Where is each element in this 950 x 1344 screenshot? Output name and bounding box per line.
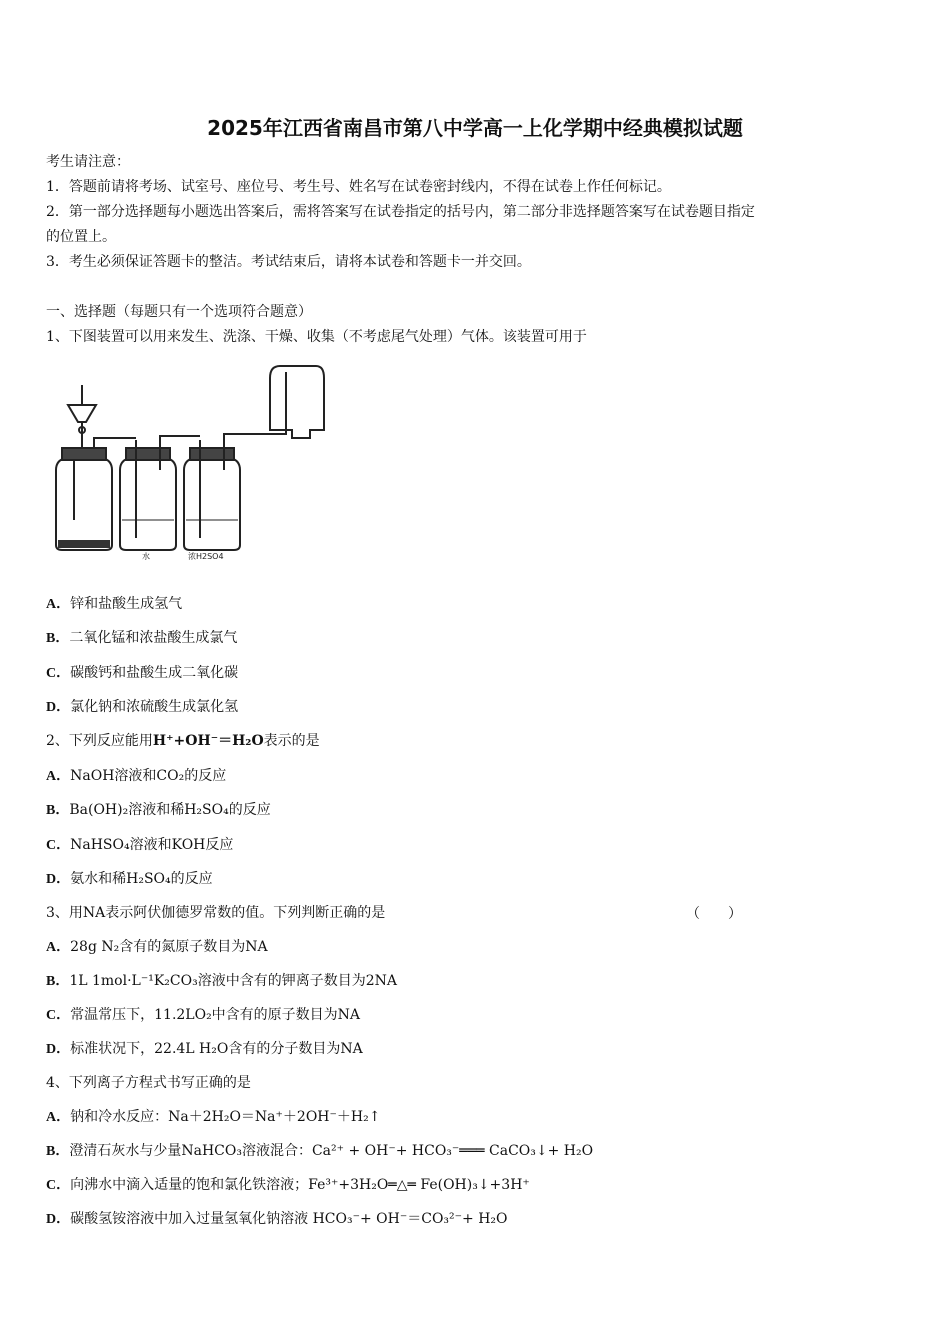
option-letter: C． <box>46 1008 71 1023</box>
q1-option-a <box>46 594 182 615</box>
q1-option-b <box>46 628 237 649</box>
q4-option-b <box>46 1141 593 1162</box>
option-letter: D． <box>46 872 71 887</box>
option-letter: B． <box>46 803 70 818</box>
answer-paren: （ ） <box>686 906 742 922</box>
option-text: 1L 1mol·L⁻¹K₂CO₃溶液中含有的钾离子数目为2NA <box>69 973 397 989</box>
q2-option-a <box>46 766 226 787</box>
notice-item-3: 3．考生必须保证答题卡的整洁。考试结束后，请将本试卷和答题卡一并交回。 <box>46 254 531 270</box>
option-text: 钠和冷水反应：Na＋2H₂O＝Na⁺＋2OH⁻＋H₂↑ <box>70 1109 381 1125</box>
option-text: NaOH溶液和CO₂的反应 <box>70 768 227 784</box>
q4-option-c <box>46 1175 530 1196</box>
option-text: 28g N₂含有的氮原子数目为NA <box>70 939 268 955</box>
notice-item-1: 1．答题前请将考场、试室号、座位号、考生号、姓名写在试卷密封线内，不得在试卷上作任何标记。 <box>46 179 671 195</box>
section-heading: 一、选择题（每题只有一个选项符合题意） <box>46 304 312 320</box>
option-letter: C． <box>46 838 71 853</box>
option-letter: C． <box>46 666 71 681</box>
option-text: 向沸水中滴入适量的饱和氯化铁溶液；Fe³⁺+3H₂O═△═ Fe(OH)₃↓+3H⁺ <box>70 1177 530 1193</box>
option-text: 锌和盐酸生成氢气 <box>70 596 183 612</box>
option-letter: C． <box>46 1178 71 1193</box>
q2-equation: H⁺+OH⁻＝H₂O <box>152 733 264 749</box>
q2-stem-post: 表示的是 <box>263 733 320 749</box>
option-letter: D． <box>46 700 71 715</box>
q4-option-a <box>46 1107 380 1128</box>
q3-option-a <box>46 937 268 958</box>
option-letter: A． <box>46 597 71 612</box>
option-text: NaHSO₄溶液和KOH反应 <box>70 837 234 853</box>
q4-stem: 4、下列离子方程式书写正确的是 <box>46 1075 251 1091</box>
option-letter: A． <box>46 769 71 784</box>
q3-option-b <box>46 971 397 992</box>
option-letter: D． <box>46 1212 71 1227</box>
q2-option-d <box>46 869 213 890</box>
option-letter: D． <box>46 1042 71 1057</box>
option-text: 标准状况下，22.4L H₂O含有的分子数目为NA <box>70 1041 363 1057</box>
figure-label-acid: 浓H2SO4 <box>188 552 224 560</box>
page-title: 2025年江西省南昌市第八中学高一上化学期中经典模拟试题 <box>207 116 743 140</box>
option-letter: A． <box>46 940 71 955</box>
option-letter: B． <box>46 1144 70 1159</box>
figure-label-water: 水 <box>142 552 150 560</box>
q2-stem-pre: 2、下列反应能用 <box>46 733 153 749</box>
option-letter: B． <box>46 631 70 646</box>
q1-stem: 1、下图装置可以用来发生、洗涤、干燥、收集（不考虑尾气处理）气体。该装置可用于 <box>46 329 587 345</box>
option-text: 二氧化锰和浓盐酸生成氯气 <box>69 630 238 646</box>
notice-heading: 考生请注意： <box>46 154 130 170</box>
q2-option-b <box>46 800 271 821</box>
option-text: 常温常压下，11.2LO₂中含有的原子数目为NA <box>70 1007 361 1023</box>
notice-item-2-cont: 的位置上。 <box>46 229 116 245</box>
q3-option-d <box>46 1039 363 1060</box>
q3-stem: 3、用NA表示阿伏伽德罗常数的值。下列判断正确的是 <box>46 905 386 921</box>
option-text: 氯化钠和浓硫酸生成氯化氢 <box>70 699 239 715</box>
q3-option-c <box>46 1005 360 1026</box>
q2-stem <box>46 731 320 751</box>
option-text: 碳酸钙和盐酸生成二氧化碳 <box>70 665 239 681</box>
option-text: Ba(OH)₂溶液和稀H₂SO₄的反应 <box>69 802 271 818</box>
option-text: 氨水和稀H₂SO₄的反应 <box>70 871 213 887</box>
q4-option-d <box>46 1209 508 1230</box>
q1-option-d <box>46 697 238 718</box>
notice-item-2: 2．第一部分选择题每小题选出答案后，需将答案写在试卷指定的括号内，第二部分非选择题答案写在试卷题目指定 <box>46 204 755 220</box>
q1-option-c <box>46 663 238 684</box>
gas-apparatus-figure <box>48 360 330 560</box>
option-text: 碳酸氢铵溶液中加入过量氢氧化钠溶液 HCO₃⁻+ OH⁻＝CO₃²⁻+ H₂O <box>70 1211 508 1227</box>
q2-option-c <box>46 835 233 856</box>
option-letter: B． <box>46 974 70 989</box>
option-text: 澄清石灰水与少量NaHCO₃溶液混合：Ca²⁺ + OH⁻+ HCO₃⁻═══ CaCO₃↓+ H₂O <box>69 1143 594 1159</box>
option-letter: A． <box>46 1110 71 1125</box>
